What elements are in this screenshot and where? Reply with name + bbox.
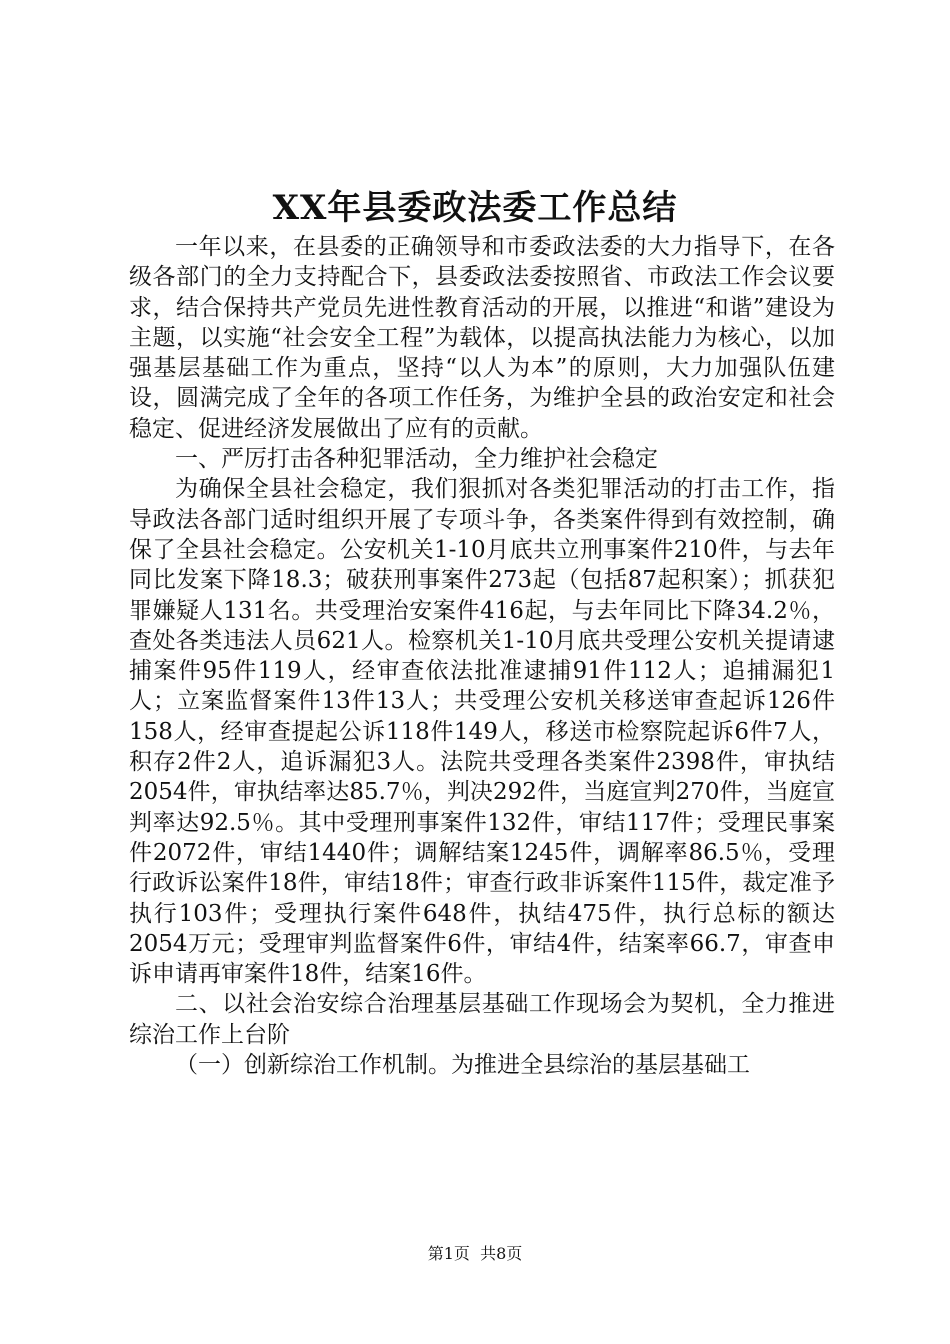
page-total: 共8页 — [480, 1244, 523, 1263]
document-title: XX年县委政法委工作总结 — [272, 188, 678, 228]
page-footer — [0, 1242, 950, 1266]
page-number: 第1页 — [427, 1244, 470, 1263]
paragraph-intro: 一年以来，在县委的正确领导和市委政法委的大力指导下，在各级各部门的全力支持配合下，县委政法委按照省、市政法工作会议要求，结合保持共产党员先进性教育活动的开展，以推进“和谐”建设为主题，以实施“社会安全工程”为载体，以提高执法能力为核心，以加强基层基础工作为重点，坚持“以人为本”的原则，大力加强队伍建设，圆满完成了全年的各项工作任务，为维护全县的政治安定和社会稳定、促进经济发展做出了应有的贡献。 — [129, 234, 835, 442]
section-heading-2: 二、以社会治安综合治理基层基础工作现场会为契机，全力推进综治工作上台阶 — [129, 991, 835, 1048]
section-heading-1: 一、严厉打击各种犯罪活动，全力维护社会稳定 — [175, 446, 658, 473]
document-body — [129, 232, 835, 1080]
paragraph-crime-statistics: 为确保全县社会稳定，我们狠抓对各类犯罪活动的打击工作，指导政法各部门适时组织开展了专项斗争，各类案件得到有效控制，确保了全县社会稳定。公安机关1-10月底共立刑事案件210件，与去年同比发案下降18.3；破获刑事案件273起（包括87起积案）；抓获犯罪嫌疑人131名。共受理治安案件416起，与去年同比下降34.2％，查处各类违法人员621人。检察机关1-10月底共受理公安机关提请逮捕案件95件119人，经审查依法批准逮捕91件112人；追捕漏犯1人；立案监督案件13件13人；共受理公安机关移送审查起诉126件158人，经审查提起公诉118件149人，移送市检察院起诉6件7人，积存2件2人，追诉漏犯3人。法院共受理各类案件2398件，审执结2054件，审执结率达85.7％，判决292件，当庭宣判270件，当庭宣判率达92.5％。其中受理刑事案件132件，审结117件；受理民事案件2072件，审结1440件；调解结案1245件，调解率86.5％，受理行政诉讼案件18件，审结18件；审查行政非诉案件115件，裁定准予执行103件；受理执行案件648件，执结475件，执行总标的额达2054万元；受理审判监督案件6件，审结4件，结案率66.7，审查申诉申请再审案件18件，结案16件。 — [129, 476, 835, 988]
subsection-heading-1: （一）创新综治工作机制。为推进全县综治的基层基础工 — [175, 1052, 750, 1079]
